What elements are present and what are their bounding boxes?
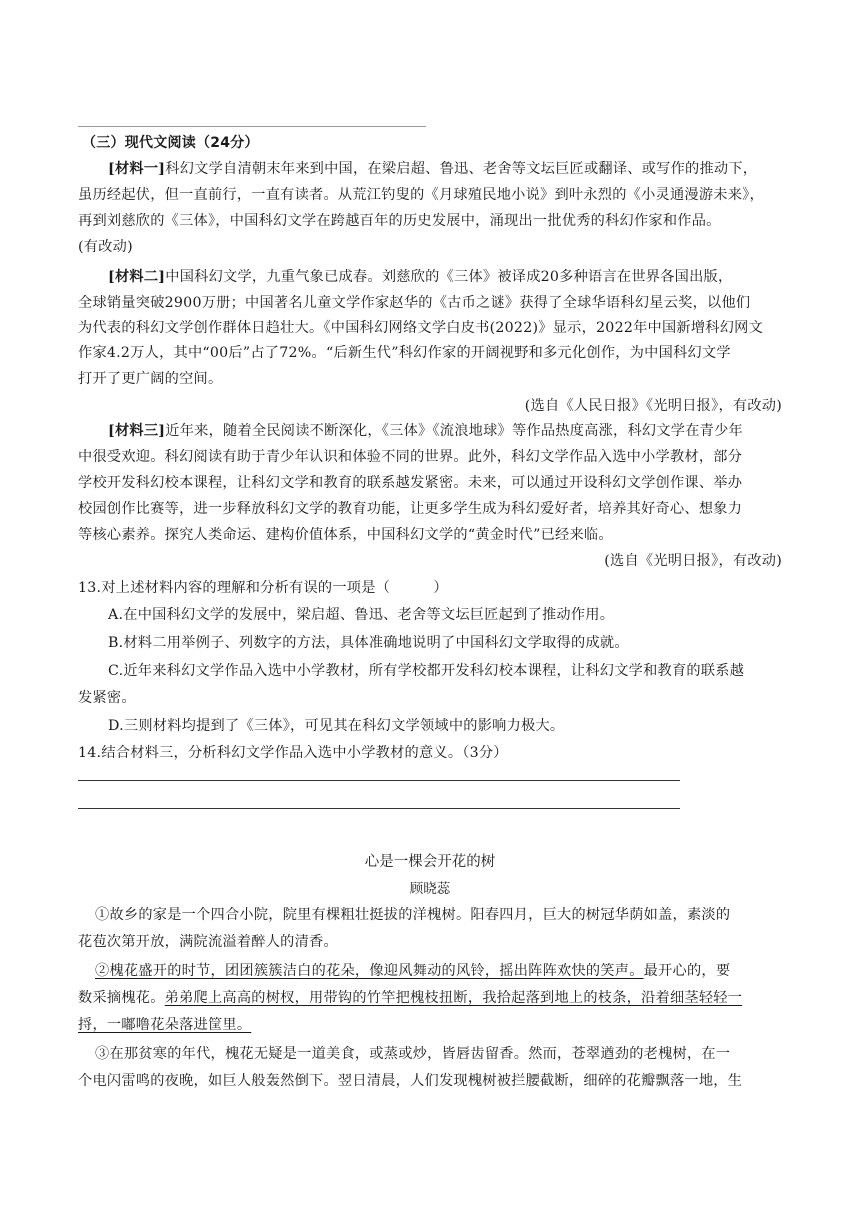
material2-line: 全球销量突破2900万册；中国著名儿童文学作家赵华的《古币之谜》获得了全球华语科幻星云奖，以他们 [78, 295, 751, 311]
question-13-option-a[interactable]: A.在中国科幻文学的发展中，梁启超、鲁迅、老舍等文坛巨匠起到了推动作用。 [108, 607, 615, 623]
material2-text: 中国科幻文学，九重气象已成春。刘慈欣的《三体》被译成20多种语言在世界各国出版， [165, 269, 733, 285]
material3-text: 近年来，随着全民阅读不断深化，《三体》《流浪地球》等作品热度高涨，科幻文学在青少年 [165, 423, 743, 439]
material3-source: (选自《光明日报》，有改动) [604, 553, 782, 569]
question-13-option-c-cont: 发紧密。 [78, 690, 136, 706]
material2-line: 打开了更广阔的空间。 [78, 371, 223, 387]
material2-line: 作家4.2万人，其中“00后”占了72%。“后新生代”科幻作家的开阔视野和多元化创作，为中国科幻文学 [78, 345, 731, 361]
material1-line: 再到刘慈欣的《三体》，中国科幻文学在跨越百年的历史发展中，涌现出一批优秀的科幻作家和作品。 [78, 213, 721, 229]
section-heading: （三）现代文阅读（24分） [82, 135, 259, 151]
material1-label: [材料一] [108, 161, 166, 177]
question-13-option-c[interactable]: C.近年来科幻文学作品入选中小学教材，所有学校都开发科幻校本课程，让科幻文学和教育的联系越 [108, 663, 745, 679]
answer-line[interactable] [78, 808, 680, 809]
essay-title: 心是一棵会开花的树 [364, 854, 496, 870]
material2-label: [材料二] [108, 269, 166, 285]
material1-first-line [108, 159, 757, 179]
question-13-stem: 13.对上述材料内容的理解和分析有误的一项是（ ） [78, 580, 448, 596]
essay-paragraph-2 [95, 961, 730, 981]
answer-line[interactable] [78, 780, 680, 781]
material1-text: 科幻文学自清朝末年来到中国，在梁启超、鲁迅、老舍等文坛巨匠或翻译、或写作的推动下， [165, 161, 758, 177]
essay-paragraph-3-cont: 个电闪雷鸣的夜晚，如巨人般轰然倒下。翌日清晨，人们发现槐树被拦腰截断，细碎的花瓣飘落一地，生 [78, 1073, 743, 1089]
essay-paragraph-1: ①故乡的家是一个四合小院，院里有棵粗壮挺拔的洋槐树。阳春四月，巨大的树冠华荫如盖，素淡的 [95, 907, 731, 923]
question-13-option-d[interactable]: D.三则材料均提到了《三体》，可见其在科幻文学领域中的影响力极大。 [108, 718, 565, 734]
underlined-sentence: 弟弟爬上高高的树杈，用带钩的竹竿把槐枝扭断，我拾起落到地上的枝条，沿着细茎轻轻一 [164, 990, 743, 1006]
material1-line: 虽历经起伏，但一直前行，一直有读者。从荒江钓叟的《月球殖民地小说》到叶永烈的《小灵通漫游未来》， [78, 187, 764, 203]
material3-line: 中很受欢迎。科幻阅读有助于青少年认识和体验不同的世界。此外，科幻文学作品入选中小学教材，部分 [78, 449, 743, 465]
underlined-sentence: 捋，一嘟噜花朵落进筐里。 [78, 1017, 252, 1033]
material3-label: [材料三] [108, 423, 166, 439]
material3-line: 校园创作比赛等，进一步释放科幻文学的教育功能，让更多学生成为科幻爱好者，培养其好奇心、想象力 [78, 501, 743, 517]
essay-paragraph-2-cont [78, 1015, 251, 1035]
essay-text: 数采摘槐花。 [78, 990, 165, 1006]
question-13-option-b[interactable]: B.材料二用举例子、列数字的方法，具体准确地说明了中国科幻文学取得的成就。 [108, 635, 629, 651]
essay-author: 顾晓蕊 [409, 881, 451, 897]
question-14-stem: 14.结合材料三，分析科幻文学作品入选中小学教材的意义。（3分） [78, 745, 508, 761]
essay-paragraph-3: ③在那贫寒的年代，槐花无疑是一道美食，或蒸或炒，皆唇齿留香。然而，苍翠遒劲的老槐树，在一 [95, 1046, 731, 1062]
underlined-sentence: ②槐花盛开的时节，团团簇簇洁白的花朵，像迎风舞动的风铃，摇出阵阵欢快的笑声。 [95, 963, 644, 979]
top-divider [78, 126, 426, 127]
essay-paragraph-2-cont [78, 988, 742, 1008]
material3-first-line [108, 421, 743, 441]
material2-source: (选自《人民日报》《光明日报》，有改动) [524, 398, 782, 414]
material2-line: 为代表的科幻文学创作群体日趋壮大。《中国科幻网络文学白皮书(2022)》显示，2022年中国新增科幻网文 [78, 320, 764, 336]
essay-text: 最开心的，要 [643, 963, 731, 979]
material3-line: 学校开发科幻校本课程，让科幻文学和教育的联系越发紧密。未来，可以通过开设科幻文学创作课、举办 [78, 475, 743, 491]
material3-line: 等核心素养。探究人类命运、建构价值体系，中国科幻文学的“黄金时代”已经来临。 [78, 527, 613, 543]
essay-paragraph-1-cont: 花苞次第开放，满院流溢着醉人的清香。 [78, 934, 338, 950]
material1-note: (有改动) [78, 239, 133, 255]
material2-first-line [108, 267, 732, 287]
